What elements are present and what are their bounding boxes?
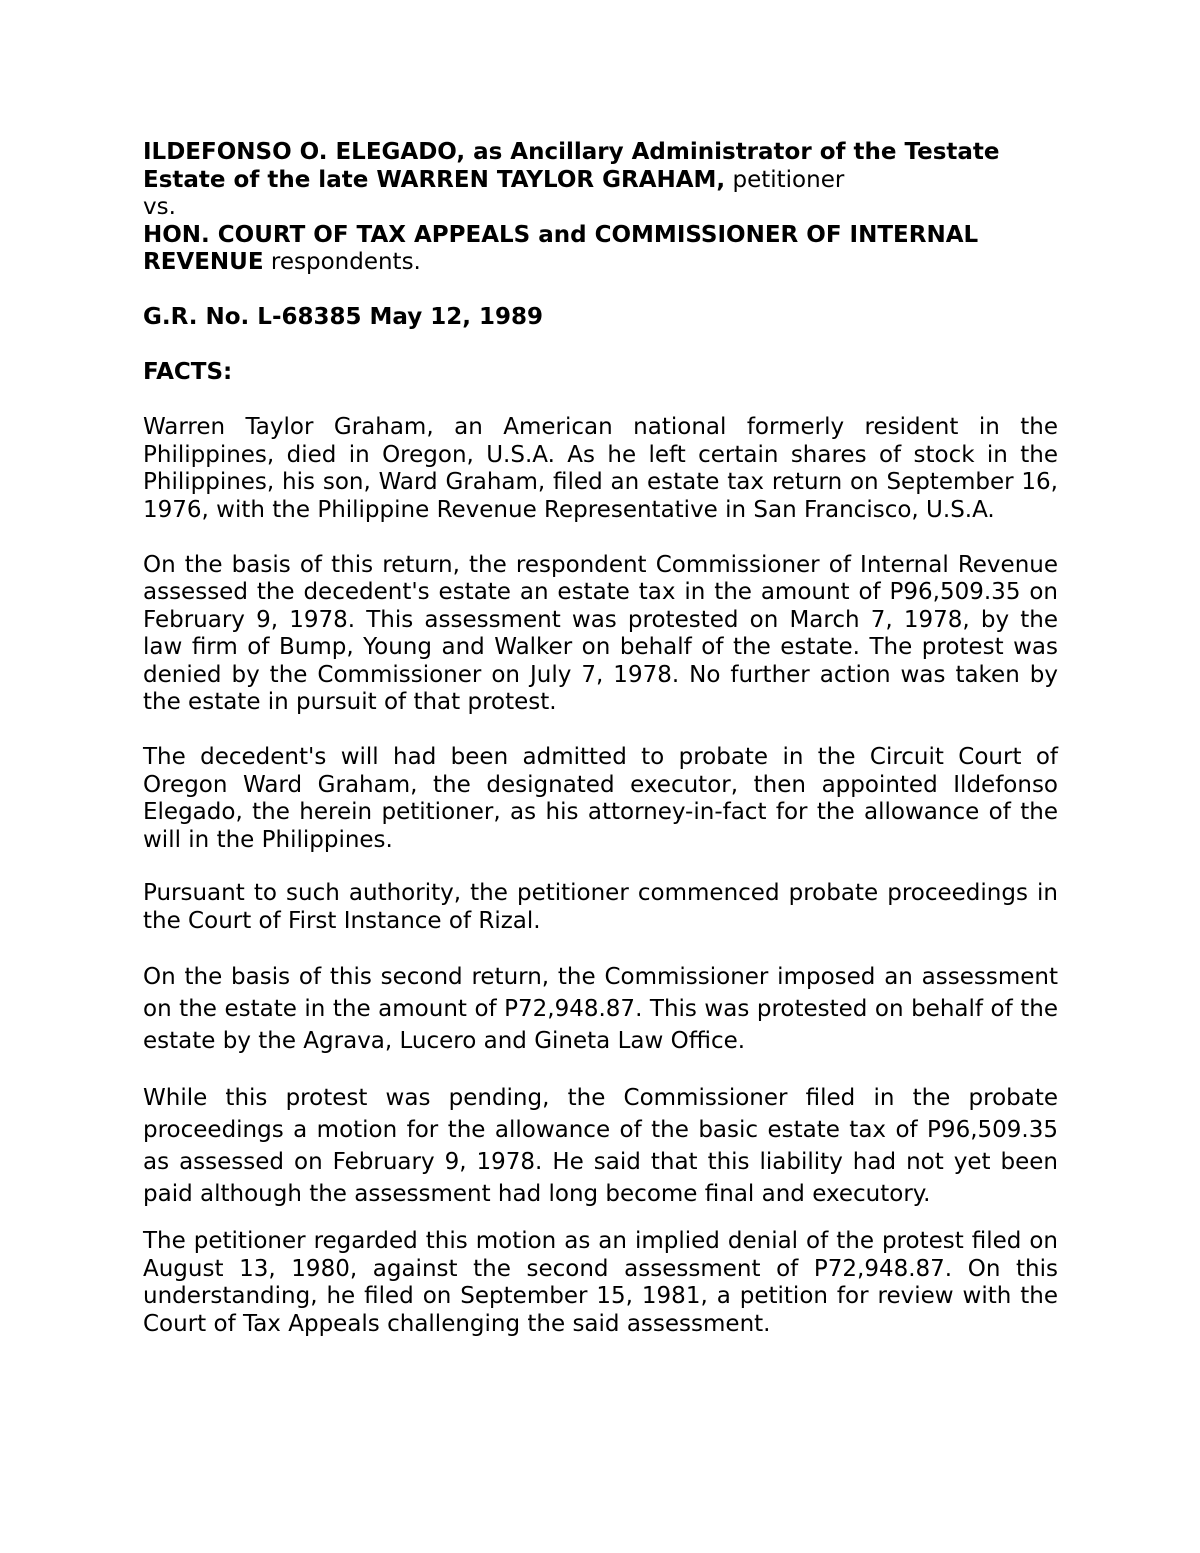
case-caption xyxy=(143,139,1058,277)
versus-text: vs. xyxy=(143,194,176,220)
facts-paragraph-7: The petitioner regarded this motion as an implied denial of the protest filed on August 13, 1980, against the second assessment of P72,948.87. On this understanding, he filed on September 15, 1981, a petition for review with the Court of Tax Appeals challenging the said assessment. xyxy=(143,1228,1058,1337)
respondent-line xyxy=(143,222,1058,277)
respondent-name: HON. COURT OF TAX APPEALS and COMMISSIONER OF INTERNAL REVENUE xyxy=(143,221,979,275)
document-page xyxy=(143,139,1058,1338)
facts-paragraph-4: Pursuant to such authority, the petitioner commenced probate proceedings in the Court of First Instance of Rizal. xyxy=(143,880,1058,934)
respondent-role: respondents. xyxy=(263,249,421,275)
facts-paragraph-1: Warren Taylor Graham, an American national formerly resident in the Philippines, died in Oregon, U.S.A. As he left certain shares of stock in the Philippines, his son, Ward Graham, filed an estate tax return on September 16, 1976, with the Philippine Revenue Representative in San Francisco, U.S.A. xyxy=(143,414,1058,523)
petitioner-name: ILDEFONSO O. ELEGADO, as Ancillary Administrator of the Testate Estate of the late WARREN TAYLOR GRAHAM, xyxy=(143,139,1000,193)
petitioner-line xyxy=(143,139,1058,194)
facts-paragraph-6: While this protest was pending, the Commissioner filed in the probate proceedings a motion for the allowance of the basic estate tax of P96,509.35 as assessed on February 9, 1978. He said that this liability had not yet been paid although the assessment had long become final and executory. xyxy=(143,1085,1058,1207)
case-number: G.R. No. L-68385 May 12, 1989 xyxy=(143,304,543,330)
facts-heading: FACTS: xyxy=(143,359,233,385)
facts-paragraph-5: On the basis of this second return, the Commissioner imposed an assessment on the estate in the amount of P72,948.87. This was protested on behalf of the estate by the Agrava, Lucero and Gineta Law Office. xyxy=(143,964,1058,1054)
petitioner-role: petitioner xyxy=(725,166,845,193)
facts-paragraph-2: On the basis of this return, the respondent Commissioner of Internal Revenue assessed the decedent's estate an estate tax in the amount of P96,509.35 on February 9, 1978. This assessment was protested on March 7, 1978, by the law firm of Bump, Young and Walker on behalf of the estate. The protest was denied by the Commissioner on July 7, 1978. No further action was taken by the estate in pursuit of that protest. xyxy=(143,551,1058,715)
facts-paragraph-3: The decedent's will had been admitted to probate in the Circuit Court of Oregon Ward Graham, the designated executor, then appointed Ildefonso Elegado, the herein petitioner, as his attorney-in-fact for the allowance of the will in the Philippines. xyxy=(143,744,1058,853)
